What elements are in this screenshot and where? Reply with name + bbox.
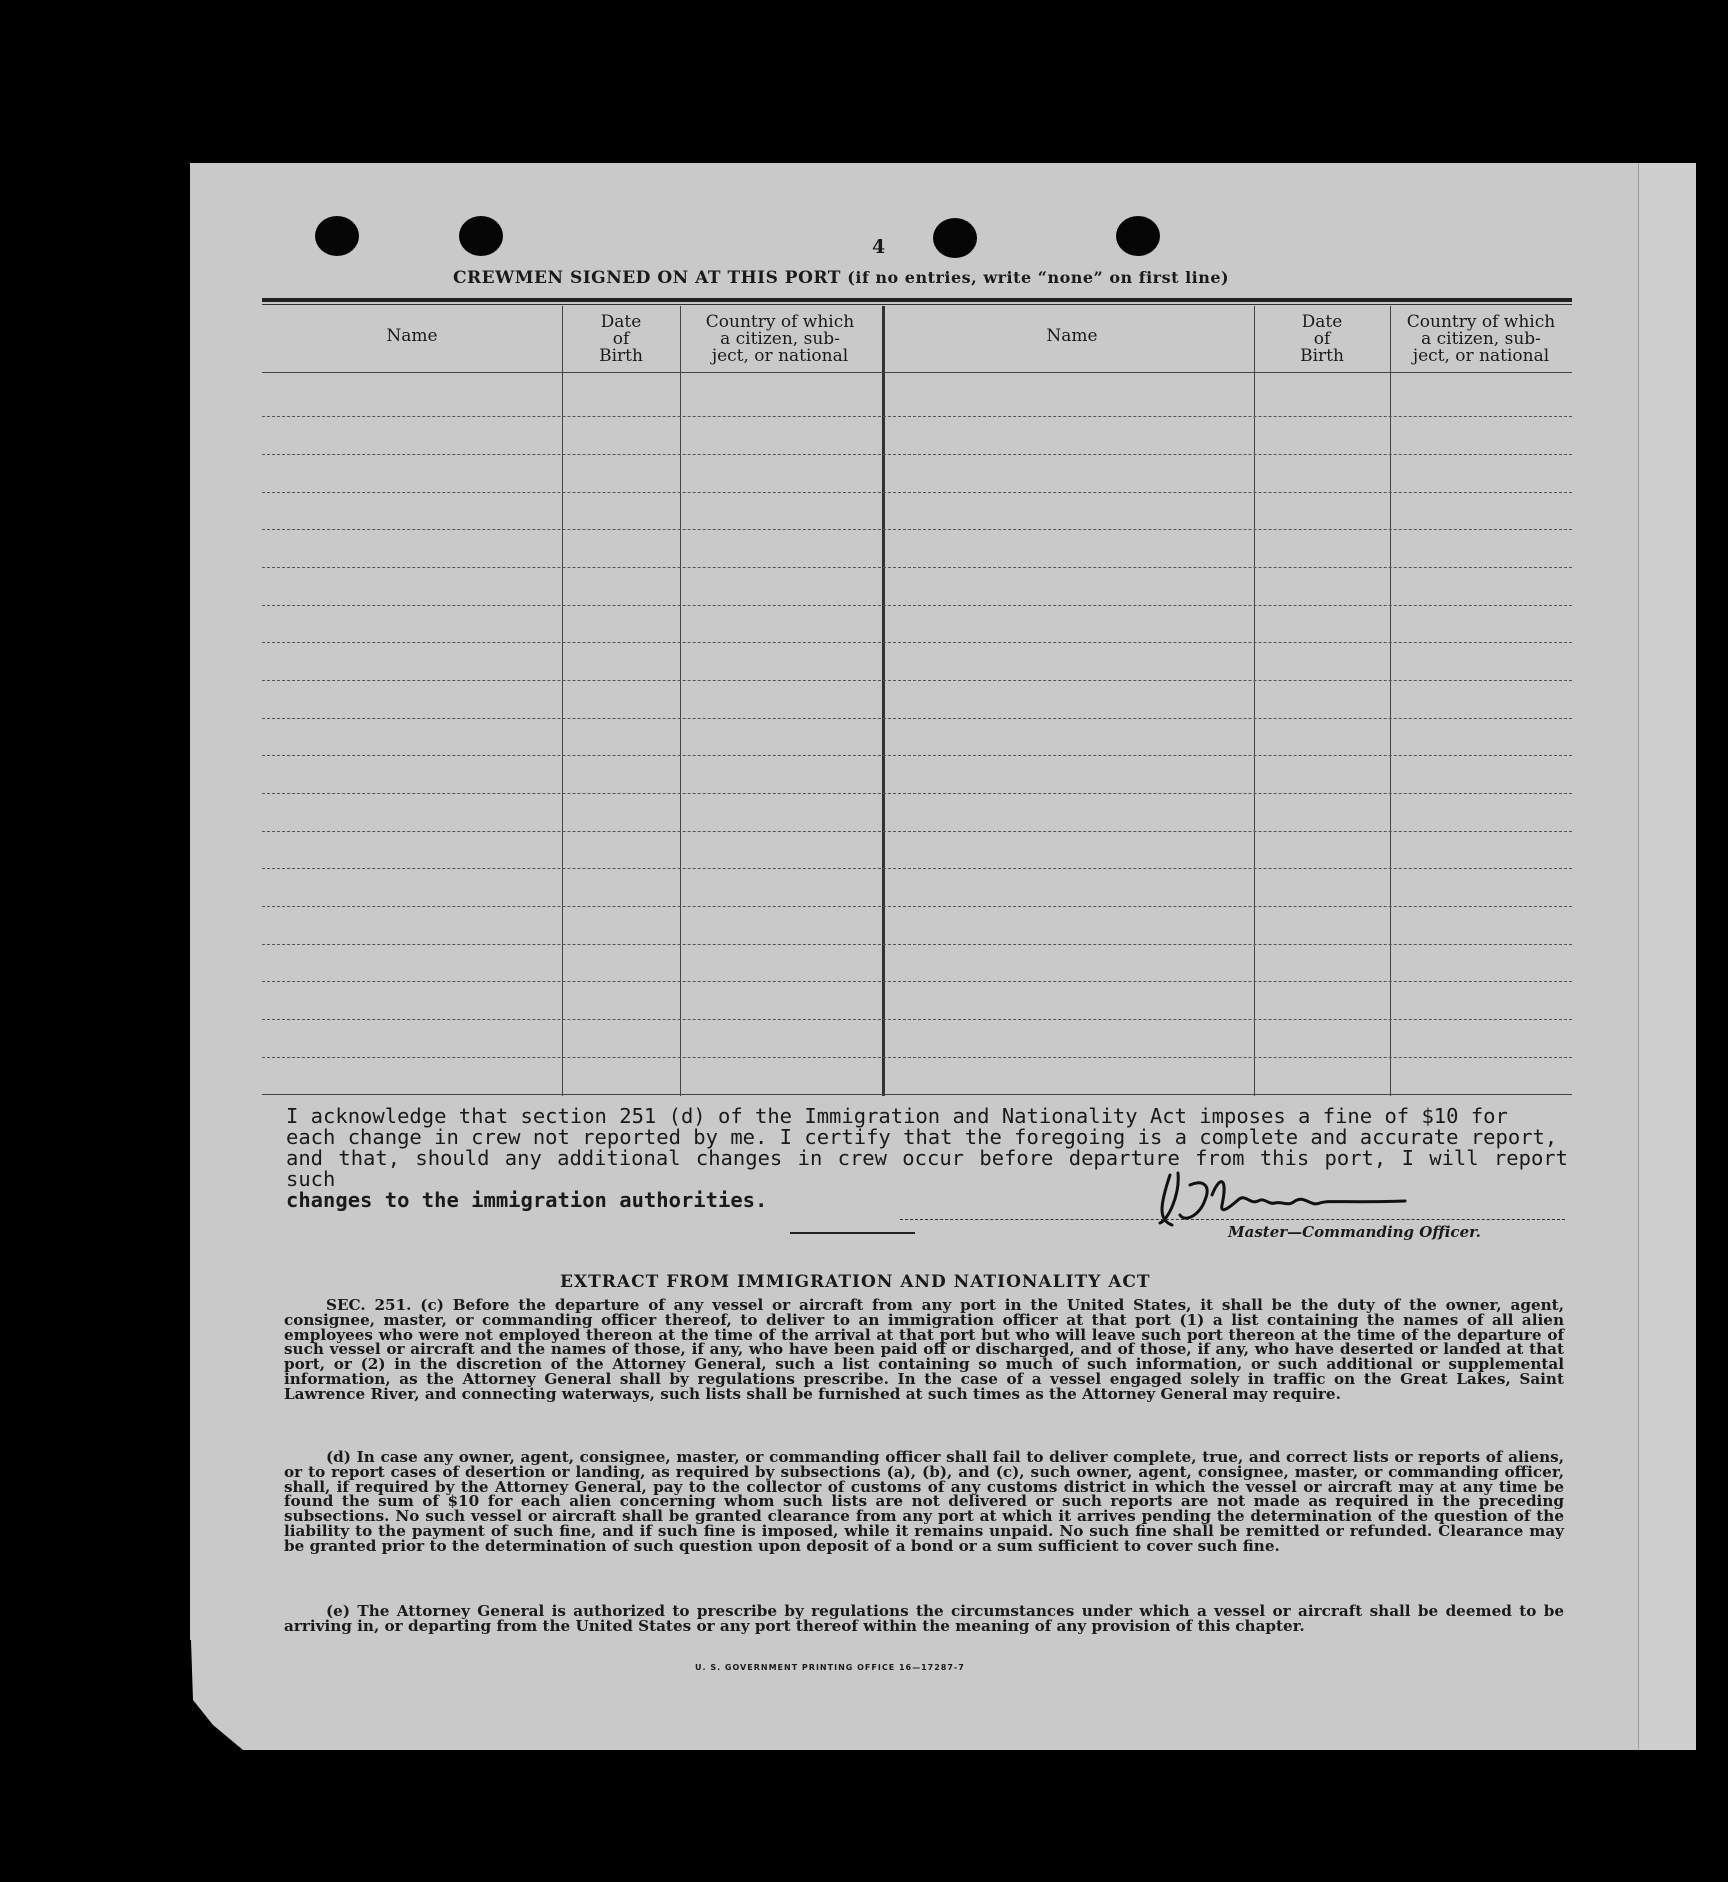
heading-main: CREWMEN SIGNED ON AT THIS PORT	[453, 268, 841, 288]
divider	[790, 1232, 915, 1234]
torn-corner	[183, 1640, 243, 1755]
table-head-rule	[262, 372, 1572, 373]
table-row	[262, 680, 1572, 681]
printer-imprint: U. S. GOVERNMENT PRINTING OFFICE 16—17287-7	[695, 1663, 965, 1672]
punch-hole	[459, 216, 503, 256]
col-name-1: Name	[386, 326, 438, 346]
table-row	[262, 793, 1572, 794]
section-c-text: SEC. 251. (c) Before the departure of any vessel or aircraft from any port in the United States, it shall be the duty of the owner, agent, consignee, master, or commanding officer thereof, to deliver to an immigration officer at that port (1) a list containing the names of all alien employees who were not employed thereon at the time of the arrival at that port but who will leave such port thereon at the time of the departure of such vessel or aircraft and the names of those, if any, who have been paid off or discharged, and of those, if any, who have deserted or landed at that port, or (2) in the discretion of the Attorney General, such a list containing so much of such information, or such additional or supplemental information, as the Attorney General shall by regulations prescribe. In the case of a vessel engaged solely in traffic on the Great Lakes, Saint Lawrence River, and connecting waterways, such lists shall be furnished at such times as the Attorney General may require.	[284, 1296, 1564, 1403]
ack-line: changes to the immigration authorities.	[286, 1188, 768, 1212]
signature-line	[900, 1219, 1565, 1220]
table-row	[262, 718, 1572, 719]
page-edge	[1638, 163, 1696, 1750]
col-country-2: Country of which a citizen, sub- ject, or national	[1406, 312, 1556, 366]
ack-line: each change in crew not reported by me. I certify that the foregoing is a complete and accurate report,	[286, 1125, 1558, 1149]
table-row	[262, 567, 1572, 568]
table-row	[262, 906, 1572, 907]
table-row	[262, 529, 1572, 530]
section-e-text: (e) The Attorney General is authorized to prescribe by regulations the circumstances under which a vessel or aircraft shall be deemed to be arriving in, or departing from the United States or any port thereof within the meaning of any provision of this chapter.	[284, 1602, 1564, 1635]
column-divider	[882, 306, 885, 1096]
table-row	[262, 1057, 1572, 1058]
table-row	[262, 831, 1572, 832]
table-row	[262, 755, 1572, 756]
table-row	[262, 981, 1572, 982]
signature-label: Master—Commanding Officer.	[1228, 1223, 1481, 1241]
table-row	[262, 416, 1572, 417]
column-divider	[680, 306, 681, 1096]
col-dob-1: Date of Birth	[599, 312, 643, 366]
punch-hole	[315, 216, 359, 256]
extract-title: EXTRACT FROM IMMIGRATION AND NATIONALITY ACT	[560, 1272, 1151, 1292]
header-rule	[262, 298, 1572, 302]
section-heading	[453, 268, 1229, 288]
punch-hole	[1116, 216, 1160, 256]
table-row	[262, 868, 1572, 869]
crew-table	[262, 306, 1572, 1096]
column-divider	[562, 306, 563, 1096]
ack-line: I acknowledge that section 251 (d) of the Immigration and Nationality Act imposes a fine of $10 for	[286, 1104, 1508, 1128]
section-d-text: (d) In case any owner, agent, consignee, master, or commanding officer shall fail to deliver complete, true, and correct lists or reports of aliens, or to report cases of desertion or landing, as required by subsections (a), (b), and (c), such owner, agent, consignee, master, or commanding officer, shall, if required by the Attorney General, pay to the collector of customs of any customs district in which the vessel or aircraft may at any time be found the sum of $10 for each alien concerning whom such lists are not delivered or such reports are not made as required in the preceding subsections. No such vessel or aircraft shall be granted clearance from any port at which it arrives pending the determination of the question of the liability to the payment of such fine, and if such fine is imposed, while it remains unpaid. No such fine shall be remitted or refunded. Clearance may be granted prior to the determination of such question upon deposit of a bond or a sum sufficient to cover such fine.	[284, 1448, 1564, 1555]
table-row	[262, 492, 1572, 493]
punch-hole	[933, 218, 977, 258]
page-number: 4	[872, 236, 886, 258]
column-divider	[1390, 306, 1391, 1096]
heading-note: (if no entries, write “none” on first line)	[847, 268, 1230, 287]
ack-line: and that, should any additional changes in crew occur before departure from this port, I will report such	[286, 1146, 1568, 1191]
table-bottom-rule	[262, 1094, 1572, 1095]
table-row	[262, 1019, 1572, 1020]
col-name-2: Name	[1046, 326, 1098, 346]
col-country-1: Country of which a citizen, sub- ject, or national	[705, 312, 855, 366]
col-dob-2: Date of Birth	[1300, 312, 1344, 366]
column-divider	[1254, 306, 1255, 1096]
table-row	[262, 944, 1572, 945]
table-row	[262, 642, 1572, 643]
table-row	[262, 454, 1572, 455]
header-rule-thin	[262, 304, 1572, 305]
table-row	[262, 605, 1572, 606]
